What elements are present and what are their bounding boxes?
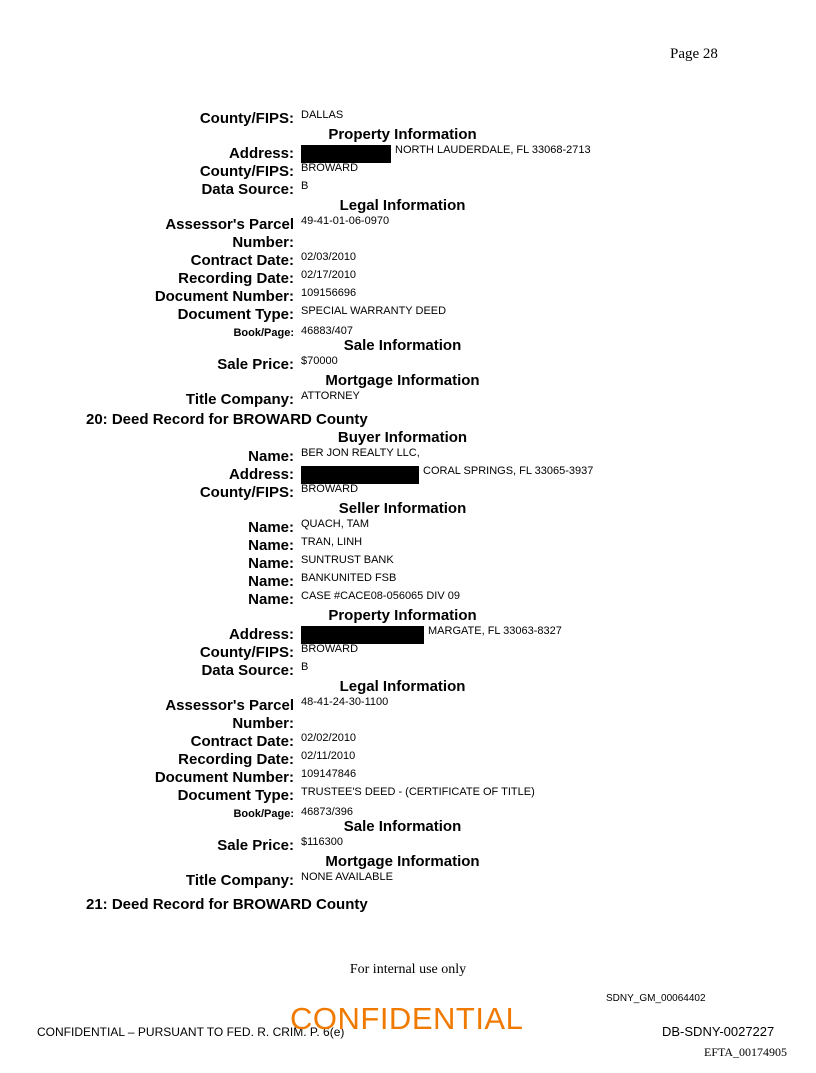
field-label: Document Number: [154, 288, 294, 305]
sale-price-row [0, 835, 816, 853]
section-heading-buyer: Buyer Information [337, 429, 468, 446]
field-label: Book/Page: [233, 327, 294, 339]
bates-number-sdny-gm: SDNY_GM_00064402 [606, 993, 706, 1004]
field-value: SUNTRUST BANK [301, 554, 394, 566]
address-text: NORTH LAUDERDALE, FL 33068-2713 [395, 144, 591, 156]
field-value: DALLAS [301, 109, 344, 121]
field-label: County/FIPS: [199, 484, 294, 501]
field-value: BROWARD [301, 162, 359, 174]
seller-name-row [0, 589, 816, 607]
field-value: 02/17/2010 [301, 269, 357, 281]
seller-name-row [0, 571, 816, 589]
field-value: BROWARD [301, 483, 359, 495]
address-row [0, 143, 816, 161]
field-label: Number: [232, 715, 294, 732]
confidential-notice: CONFIDENTIAL – PURSUANT TO FED. R. CRIM. P. 6(e) [37, 1025, 345, 1039]
field-label: County/FIPS: [199, 163, 294, 180]
section-heading-sale: Sale Information [343, 337, 462, 354]
section-heading-sale: Sale Information [343, 818, 462, 835]
field-value: QUACH, TAM [301, 518, 370, 530]
recording-date-row [0, 749, 816, 767]
data-source-row [0, 179, 816, 197]
field-value: $70000 [301, 355, 338, 367]
field-value: ATTORNEY [301, 390, 360, 402]
buyer-county-row [0, 482, 816, 500]
book-page-row [0, 322, 816, 337]
field-label: Address: [228, 145, 294, 162]
field-value: 109156696 [301, 287, 357, 299]
field-value: BROWARD [301, 643, 359, 655]
field-label: Name: [248, 537, 294, 554]
section-heading-seller: Seller Information [338, 500, 467, 517]
buyer-name-row [0, 446, 816, 464]
apn-row-cont [0, 713, 816, 731]
field-label: Sale Price: [217, 837, 294, 854]
record-heading-20: 20: Deed Record for BROWARD County [86, 411, 368, 428]
title-company-row [0, 389, 816, 407]
confidential-stamp: CONFIDENTIAL [290, 1001, 524, 1036]
seller-name-row [0, 517, 816, 535]
field-value: SPECIAL WARRANTY DEED [301, 305, 447, 317]
field-label: Data Source: [201, 181, 294, 198]
field-label: Name: [248, 448, 294, 465]
field-label: County/FIPS: [199, 110, 294, 127]
field-value: 02/11/2010 [301, 750, 356, 762]
field-label: Document Number: [154, 769, 294, 786]
buyer-address-row [0, 464, 816, 482]
document-number-row [0, 767, 816, 785]
field-value: TRAN, LINH [301, 536, 363, 548]
section-heading-legal: Legal Information [339, 197, 466, 214]
document-number-row [0, 286, 816, 304]
address-row [0, 624, 816, 642]
field-value: 02/02/2010 [301, 732, 357, 744]
address-text: MARGATE, FL 33063-8327 [428, 625, 562, 637]
field-label: Title Company: [185, 391, 294, 408]
field-label: Data Source: [201, 662, 294, 679]
contract-date-row [0, 250, 816, 268]
field-value: 49-41-01-06-0970 [301, 215, 390, 227]
field-label: Name: [248, 573, 294, 590]
bates-number-db-sdny: DB-SDNY-0027227 [662, 1024, 775, 1039]
field-value: 109147846 [301, 768, 357, 780]
field-label: Title Company: [185, 872, 294, 889]
field-value: B [301, 180, 309, 192]
field-value: CASE #CACE08-056065 DIV 09 [301, 590, 460, 602]
document-type-row [0, 304, 816, 322]
field-label: Number: [232, 234, 294, 251]
field-label: Document Type: [177, 787, 294, 804]
document-type-row [0, 785, 816, 803]
field-label: Address: [228, 626, 294, 643]
field-label: Name: [248, 519, 294, 536]
field-value: 46883/407 [301, 325, 353, 337]
apn-row-cont [0, 232, 816, 250]
seller-name-row [0, 553, 816, 571]
county-fips-row [0, 161, 816, 179]
field-label: Name: [248, 555, 294, 572]
field-value: $116300 [301, 836, 344, 848]
section-heading-mortgage: Mortgage Information [325, 853, 480, 870]
seller-name-row [0, 535, 816, 553]
field-value: B [301, 661, 309, 673]
address-text: CORAL SPRINGS, FL 33065-3937 [423, 465, 594, 477]
title-company-row [0, 870, 816, 888]
field-label: Assessor's Parcel [165, 216, 294, 233]
field-label: Contract Date: [190, 252, 294, 269]
field-value: NONE AVAILABLE [301, 871, 393, 883]
bates-number-efta: EFTA_00174905 [704, 1045, 788, 1059]
section-heading-legal: Legal Information [339, 678, 466, 695]
county-fips-row [0, 642, 816, 660]
book-page-row [0, 803, 816, 818]
internal-use-note: For internal use only [349, 962, 467, 977]
apn-row [0, 695, 816, 713]
field-label: Address: [228, 466, 294, 483]
field-value: BANKUNITED FSB [301, 572, 397, 584]
record-heading-21: 21: Deed Record for BROWARD County [86, 896, 368, 913]
field-label: Recording Date: [178, 751, 294, 768]
field-label: County/FIPS: [199, 644, 294, 661]
data-source-row [0, 660, 816, 678]
field-value: 46873/396 [301, 806, 353, 818]
contract-date-row [0, 731, 816, 749]
field-value: 48-41-24-30-1100 [301, 696, 389, 708]
field-value: 02/03/2010 [301, 251, 357, 263]
field-label: Recording Date: [178, 270, 294, 287]
field-value: BER JON REALTY LLC, [301, 447, 420, 459]
recording-date-row [0, 268, 816, 286]
deed-records [0, 108, 816, 914]
page-number: Page 28 [670, 46, 718, 62]
section-heading-property: Property Information [328, 607, 477, 624]
section-heading-property: Property Information [328, 126, 477, 143]
field-label: Assessor's Parcel [165, 697, 294, 714]
section-heading-mortgage: Mortgage Information [325, 372, 480, 389]
field-label: Name: [248, 591, 294, 608]
field-label: Contract Date: [190, 733, 294, 750]
field-label: Book/Page: [233, 808, 294, 820]
field-label: Sale Price: [217, 356, 294, 373]
county-fips-row [0, 108, 816, 126]
field-label: Document Type: [177, 306, 294, 323]
apn-row [0, 214, 816, 232]
sale-price-row [0, 354, 816, 372]
field-value: TRUSTEE'S DEED - (CERTIFICATE OF TITLE) [301, 786, 535, 798]
